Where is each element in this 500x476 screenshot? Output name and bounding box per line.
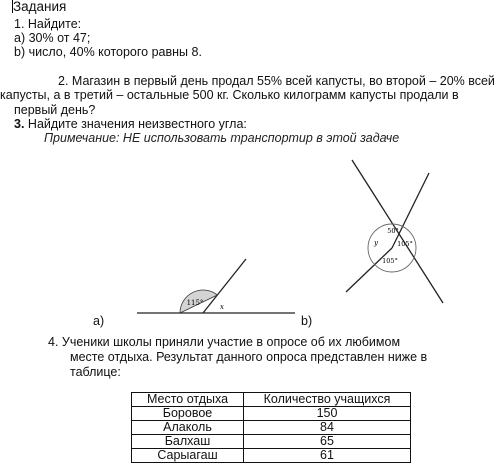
table-row [132,449,411,463]
figure-b-angle-top: 50° [387,227,399,235]
task4-line2: месте отдыха. Результат данного опроса представлен ниже в [70,350,428,364]
task1-item-b: b) число, 40% которого равны 8. [14,45,202,59]
table-cell-place: Балхаш [132,435,244,449]
table-cell-place: Алаколь [132,421,244,435]
task2-line2: капусты, а в третий – остальные 500 кг. Сколько килограмм капусты продали в [0,88,459,102]
figure-a-ray [203,259,246,313]
table-cell-count: 61 [244,449,411,463]
task2-line3: первый день? [14,103,96,117]
figure-b-angle-left: y [374,239,378,247]
table-cell-place: Боровое [132,407,244,421]
figure-b-label: b) [301,314,313,328]
table-header-row [132,393,411,407]
table-cell-count: 150 [244,407,411,421]
task4-line3: таблице: [70,365,121,379]
table-cell-count: 65 [244,435,411,449]
task1-title: 1. Найдите: [14,17,82,31]
task3-text: Найдите значения неизвестного угла: [27,117,247,131]
figure-a-angle-given: 115° [186,299,204,307]
task3-note: Примечание: НЕ использовать транспортир в этой задаче [44,131,400,145]
table-cell-place: Сарыагаш [132,449,244,463]
table-row [132,421,411,435]
figure-b-ray-upper-right [392,173,429,248]
table-header-place: Место отдыха [132,393,244,407]
figure-b-angle-bottom: 105° [382,257,398,265]
figure-a-label: a) [93,314,105,328]
task4-line1: 4. Ученики школы приняли участие в опросе об их любимом [48,335,401,349]
task1-item-a: a) 30% от 47; [14,31,91,45]
table-header-count: Количество учащихся [244,393,411,407]
figure-a-angle-unknown: x [220,303,224,311]
figure-a [137,259,295,313]
task3-number: 3. [14,117,25,131]
table-cell-count: 84 [244,421,411,435]
figure-b-angle-right: 105° [397,240,413,248]
page-heading: Задания [13,0,67,14]
task2-line1: 2. Магазин в первый день продал 55% всей капусты, во второй – 20% всей [58,74,495,88]
survey-table [131,392,411,463]
table-row [132,435,411,449]
figure-b [346,160,443,303]
table-row [132,407,411,421]
